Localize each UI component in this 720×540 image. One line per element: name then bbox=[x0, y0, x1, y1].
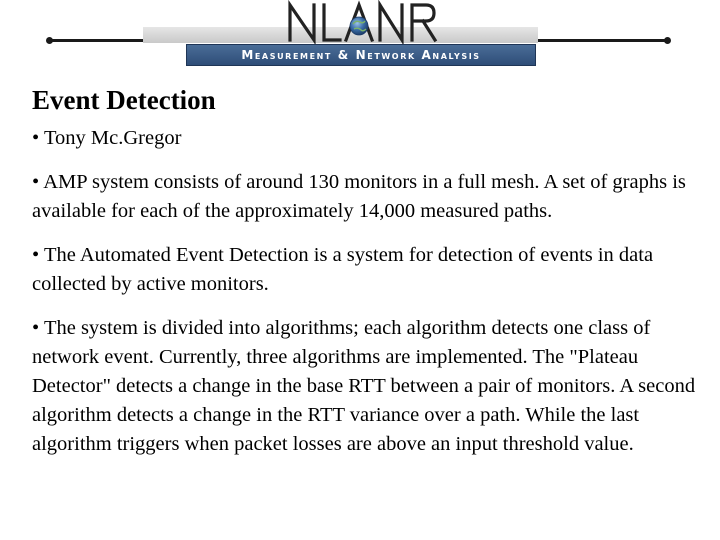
bullet-marker: • bbox=[32, 127, 40, 149]
measurement-banner bbox=[186, 44, 536, 66]
slide-content bbox=[32, 84, 716, 474]
bullet-item bbox=[32, 124, 716, 153]
bullet-text: Tony Mc.Gregor bbox=[43, 127, 182, 149]
banner-text: Measurement & Network Analysis bbox=[241, 48, 481, 62]
rule-end-dot-right bbox=[664, 37, 671, 44]
slide-title: Event Detection bbox=[32, 85, 216, 115]
bullet-text: The system is divided into algorithms; each algorithm detects one class of network event. Currently, three algorithms are implemented. The "Plateau Detector" detects a change in the base RTT between a pair of monitors. A second algorithm detects a change in the RTT variance over a path. While the last algorithm triggers when packet losses are above an input threshold value. bbox=[32, 317, 696, 455]
bullet-text: The Automated Event Detection is a system for detection of events in data collected by active monitors. bbox=[32, 244, 654, 295]
rule-end-dot-left bbox=[46, 37, 53, 44]
bullet-text: AMP system consists of around 130 monitors in a full mesh. A set of graphs is available for each of the approximately 14,000 measured paths. bbox=[32, 171, 686, 222]
bullet-marker: • bbox=[32, 171, 40, 193]
header-banner bbox=[0, 0, 720, 70]
nlanr-logo bbox=[280, 0, 440, 44]
bullet-marker: • bbox=[32, 244, 40, 266]
globe-icon bbox=[350, 17, 368, 35]
bullet-item bbox=[32, 168, 716, 226]
bullet-item bbox=[32, 241, 716, 299]
bullet-item bbox=[32, 314, 716, 459]
bullet-marker: • bbox=[32, 317, 40, 339]
